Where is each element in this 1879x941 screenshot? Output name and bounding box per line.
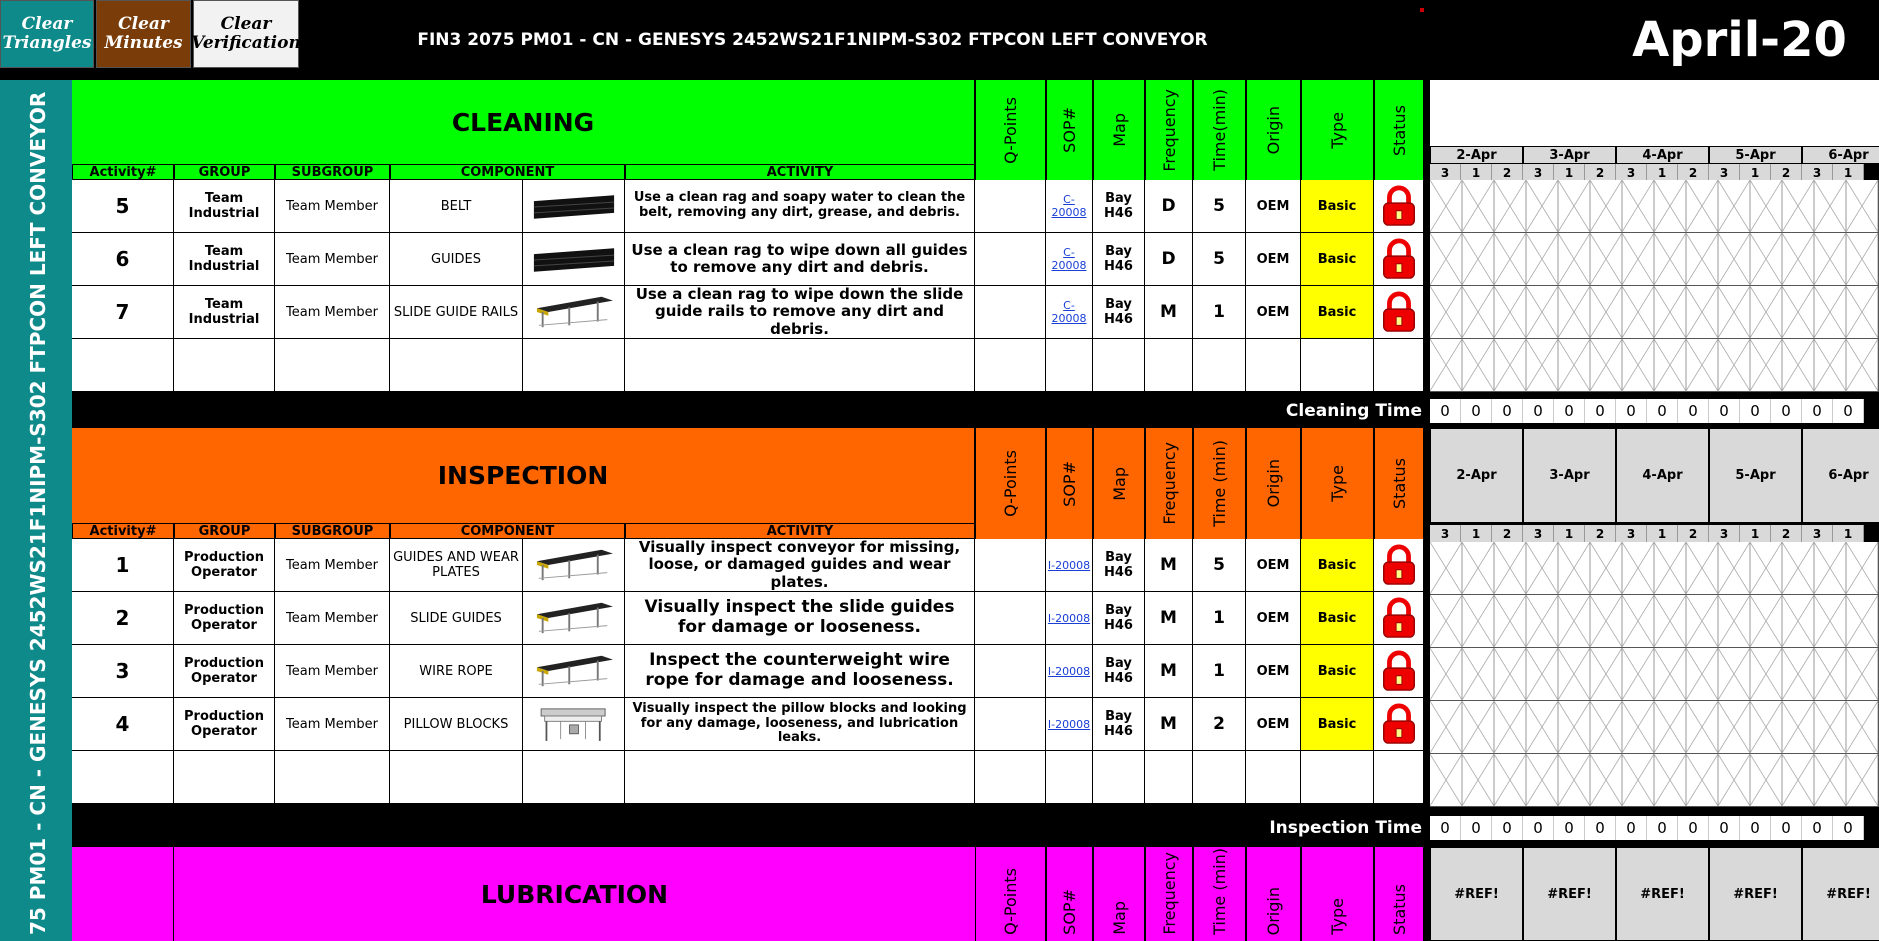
lubrication-title: LUBRICATION xyxy=(174,847,975,941)
shift-header: 3 xyxy=(1523,525,1554,542)
subgroup-cell xyxy=(275,751,390,804)
activity-number xyxy=(72,751,174,804)
type-cell: Basic xyxy=(1301,645,1374,698)
inspection-time-header-label: Time (min) xyxy=(1210,440,1229,527)
component-image xyxy=(530,546,618,584)
status-cell[interactable] xyxy=(1374,592,1424,645)
qpoints-cell xyxy=(975,286,1046,339)
activity-text: Visually inspect the slide guides for damage or looseness. xyxy=(625,592,975,645)
cleaning-total-cell: 0 xyxy=(1802,399,1833,423)
inspection-origin-header xyxy=(1246,428,1301,539)
lubrication-status-header xyxy=(1374,847,1424,941)
sop-cell xyxy=(1046,645,1093,698)
qpoints-cell xyxy=(975,698,1046,751)
sop-cell xyxy=(1046,180,1093,233)
sop-cell xyxy=(1046,539,1093,592)
cleaning-total-cell: 0 xyxy=(1678,399,1709,423)
inspection-origin-header-label: Origin xyxy=(1264,459,1283,508)
status-cell[interactable] xyxy=(1374,698,1424,751)
type-cell: Basic xyxy=(1301,286,1374,339)
shift-header: 2 xyxy=(1492,525,1523,542)
frequency-cell: M xyxy=(1145,539,1193,592)
map-cell: Bay H46 xyxy=(1093,180,1145,233)
shift-header: 3 xyxy=(1430,164,1461,182)
day-header: 5-Apr xyxy=(1709,146,1802,164)
cleaning-total-cell: 0 xyxy=(1771,399,1802,423)
verification-grid-row[interactable] xyxy=(1430,542,1879,595)
inspection-total-cell: 0 xyxy=(1740,816,1771,840)
component-image xyxy=(523,539,625,592)
subgroup-cell: Team Member xyxy=(275,645,390,698)
shift-header: 3 xyxy=(1709,164,1740,182)
component-image xyxy=(523,180,625,233)
origin-cell: OEM xyxy=(1246,233,1301,286)
frequency-cell: D xyxy=(1145,233,1193,286)
qpoints-cell xyxy=(975,180,1046,233)
lubrication-type-header xyxy=(1301,847,1374,941)
type-cell: Basic xyxy=(1301,233,1374,286)
inspection-type-header-label: Type xyxy=(1328,465,1347,502)
subgroup-cell: Team Member xyxy=(275,698,390,751)
group-cell: Production Operator xyxy=(174,592,275,645)
time-cell: 2 xyxy=(1193,698,1246,751)
component-image xyxy=(530,191,618,221)
shift-header: 3 xyxy=(1802,164,1833,182)
inspection-qpoints-header xyxy=(975,428,1046,539)
status-cell xyxy=(1374,751,1424,804)
cleaning-total-cell: 0 xyxy=(1647,399,1678,423)
verification-grid-row[interactable] xyxy=(1430,754,1879,807)
type-cell: Basic xyxy=(1301,698,1374,751)
qpoints-cell xyxy=(975,592,1046,645)
component-image xyxy=(530,293,618,331)
clear-verification-button[interactable]: Clear Verification xyxy=(193,0,299,68)
sop-link[interactable]: I-20008 xyxy=(1047,611,1091,625)
time-cell: 1 xyxy=(1193,592,1246,645)
ref-error-cell: #REF! xyxy=(1430,847,1523,941)
cleaning-frequency-header xyxy=(1145,80,1193,180)
cleaning-status-header xyxy=(1374,80,1424,180)
sop-link[interactable]: I-20008 xyxy=(1047,558,1091,572)
day-header: 3-Apr xyxy=(1523,146,1616,164)
status-cell[interactable] xyxy=(1374,180,1424,233)
verification-grid-row[interactable] xyxy=(1430,701,1879,754)
time-cell: 5 xyxy=(1193,180,1246,233)
time-cell: 1 xyxy=(1193,645,1246,698)
component-cell: WIRE ROPE xyxy=(390,645,523,698)
day-header: 5-Apr xyxy=(1709,428,1802,523)
cleaning-component-header: COMPONENT xyxy=(390,164,625,180)
cleaning-total-cell: 0 xyxy=(1709,399,1740,423)
inspection-qpoints-header-label: Q-Points xyxy=(1001,450,1020,517)
component-cell: BELT xyxy=(390,180,523,233)
inspection-map-header-label: Map xyxy=(1109,466,1129,501)
verification-grid-row[interactable] xyxy=(1430,339,1879,392)
sop-cell xyxy=(1046,339,1093,392)
inspection-group-header: GROUP xyxy=(174,523,275,539)
activity-text: Visually inspect the pillow blocks and looking for any damage, looseness, and lubrication leaks. xyxy=(625,698,975,751)
frequency-cell xyxy=(1145,339,1193,392)
inspection-total-cell: 0 xyxy=(1647,816,1678,840)
lock-icon xyxy=(1379,703,1419,745)
cleaning-group-header: GROUP xyxy=(174,164,275,180)
group-cell: Production Operator xyxy=(174,539,275,592)
shift-header: 2 xyxy=(1585,164,1616,182)
activity-text xyxy=(625,339,975,392)
origin-cell: OEM xyxy=(1246,539,1301,592)
time-cell: 5 xyxy=(1193,233,1246,286)
activity-number: 2 xyxy=(72,592,174,645)
group-cell xyxy=(174,339,275,392)
day-header: 2-Apr xyxy=(1430,146,1523,164)
lubrication-origin-header xyxy=(1246,847,1301,941)
status-cell[interactable] xyxy=(1374,645,1424,698)
cleaning-map-header-label: Map xyxy=(1109,113,1129,147)
ref-error-cell: #REF! xyxy=(1709,847,1802,941)
inspection-activity-num-header: Activity# xyxy=(72,523,174,539)
inspection-total-cell: 0 xyxy=(1616,816,1647,840)
cleaning-activity-header: ACTIVITY xyxy=(625,164,975,180)
component-image xyxy=(530,599,618,637)
inspection-total-cell: 0 xyxy=(1554,816,1585,840)
map-cell xyxy=(1093,339,1145,392)
cleaning-map-header xyxy=(1093,80,1145,180)
component-image xyxy=(530,652,618,690)
inspection-activity-header: ACTIVITY xyxy=(625,523,975,539)
cleaning-title: CLEANING xyxy=(72,80,975,164)
frequency-cell: D xyxy=(1145,180,1193,233)
component-image xyxy=(523,339,625,392)
shift-header: 3 xyxy=(1616,525,1647,542)
frequency-cell: M xyxy=(1145,698,1193,751)
map-cell: Bay H46 xyxy=(1093,698,1145,751)
activity-number: 5 xyxy=(72,180,174,233)
cleaning-total-cell: 0 xyxy=(1523,399,1554,423)
subgroup-cell xyxy=(275,339,390,392)
shift-header: 2 xyxy=(1771,164,1802,182)
day-header: 4-Apr xyxy=(1616,146,1709,164)
cleaning-qpoints-header xyxy=(975,80,1046,180)
cleaning-sop-header-label: SOP# xyxy=(1060,107,1079,153)
grid-top-blank xyxy=(1430,80,1879,146)
time-cell: 5 xyxy=(1193,539,1246,592)
cleaning-origin-header-label: Origin xyxy=(1264,105,1283,155)
day-header: 6-Apr xyxy=(1802,146,1879,164)
inspection-total-cell: 0 xyxy=(1771,816,1802,840)
group-cell xyxy=(174,751,275,804)
time-cell xyxy=(1193,751,1246,804)
inspection-status-header xyxy=(1374,428,1424,539)
map-cell: Bay H46 xyxy=(1093,539,1145,592)
inspection-total-cell: 0 xyxy=(1461,816,1492,840)
lubrication-origin-label: Origin xyxy=(1264,886,1283,935)
cleaning-total-cell: 0 xyxy=(1585,399,1616,423)
qpoints-cell xyxy=(975,751,1046,804)
lock-icon xyxy=(1379,544,1419,586)
cleaning-total-cell: 0 xyxy=(1430,399,1461,423)
day-header: 4-Apr xyxy=(1616,428,1709,523)
origin-cell: OEM xyxy=(1246,592,1301,645)
group-cell: Team Industrial xyxy=(174,233,275,286)
shift-header: 3 xyxy=(1802,525,1833,542)
cleaning-total-cell: 0 xyxy=(1554,399,1585,423)
component-image xyxy=(530,244,618,274)
sop-cell xyxy=(1046,751,1093,804)
sop-link[interactable]: C-20008 xyxy=(1051,246,1087,272)
lock-icon xyxy=(1379,238,1419,280)
lubrication-frequency-label: Frequency xyxy=(1159,852,1179,935)
shift-header: 2 xyxy=(1585,525,1616,542)
inspection-total-cell: 0 xyxy=(1585,816,1616,840)
origin-cell xyxy=(1246,751,1301,804)
shift-header: 3 xyxy=(1709,525,1740,542)
shift-header: 2 xyxy=(1492,164,1523,182)
activity-number: 7 xyxy=(72,286,174,339)
qpoints-cell xyxy=(975,233,1046,286)
sop-cell xyxy=(1046,698,1093,751)
ref-error-cell: #REF! xyxy=(1616,847,1709,941)
sop-cell xyxy=(1046,592,1093,645)
shift-header: 2 xyxy=(1678,164,1709,182)
inspection-title: INSPECTION xyxy=(72,428,975,523)
shift-header: 3 xyxy=(1430,525,1461,542)
cleaning-activity-num-header: Activity# xyxy=(72,164,174,180)
lock-icon xyxy=(1379,597,1419,639)
lubrication-map-label: Map xyxy=(1109,901,1129,935)
sop-cell xyxy=(1046,286,1093,339)
shift-header: 2 xyxy=(1678,525,1709,542)
shift-header: 1 xyxy=(1647,164,1678,182)
cleaning-time-header-label: Time(min) xyxy=(1210,89,1229,171)
component-image xyxy=(523,645,625,698)
group-cell: Team Industrial xyxy=(174,180,275,233)
cleaning-sop-header xyxy=(1046,80,1093,180)
activity-number xyxy=(72,339,174,392)
inspection-map-header xyxy=(1093,428,1145,539)
lubrication-num-band xyxy=(72,847,174,941)
lock-icon xyxy=(1379,291,1419,333)
origin-cell: OEM xyxy=(1246,645,1301,698)
cleaning-time-header xyxy=(1193,80,1246,180)
group-cell: Production Operator xyxy=(174,698,275,751)
origin-cell xyxy=(1246,339,1301,392)
component-image xyxy=(523,751,625,804)
clear-minutes-button[interactable]: Clear Minutes xyxy=(96,0,191,68)
type-cell xyxy=(1301,751,1374,804)
shift-header: 1 xyxy=(1461,525,1492,542)
cleaning-qpoints-header-label: Q-Points xyxy=(1001,96,1020,164)
lubrication-qpoints-header xyxy=(975,847,1046,941)
activity-text xyxy=(625,751,975,804)
lubrication-sop-label: SOP# xyxy=(1060,889,1079,935)
origin-cell: OEM xyxy=(1246,180,1301,233)
component-image xyxy=(523,698,625,751)
lock-icon xyxy=(1379,185,1419,227)
shift-header: 2 xyxy=(1771,525,1802,542)
activity-text: Inspect the counterweight wire rope for damage and looseness. xyxy=(625,645,975,698)
map-cell: Bay H46 xyxy=(1093,645,1145,698)
type-cell: Basic xyxy=(1301,180,1374,233)
type-cell xyxy=(1301,339,1374,392)
cleaning-status-header-label: Status xyxy=(1389,104,1409,156)
inspection-total-cell: 0 xyxy=(1802,816,1833,840)
component-cell: SLIDE GUIDE RAILS xyxy=(390,286,523,339)
activity-text: Visually inspect conveyor for missing, loose, or damaged guides and wear plates. xyxy=(625,539,975,592)
inspection-total-cell: 0 xyxy=(1430,816,1461,840)
qpoints-cell xyxy=(975,339,1046,392)
ref-error-cell: #REF! xyxy=(1523,847,1616,941)
inspection-frequency-header-label: Frequency xyxy=(1159,442,1179,525)
component-cell: GUIDES xyxy=(390,233,523,286)
verification-grid-row[interactable] xyxy=(1430,180,1879,233)
component-cell: PILLOW BLOCKS xyxy=(390,698,523,751)
subgroup-cell: Team Member xyxy=(275,180,390,233)
status-cell[interactable] xyxy=(1374,286,1424,339)
frequency-cell: M xyxy=(1145,286,1193,339)
shift-header: 1 xyxy=(1740,525,1771,542)
map-cell: Bay H46 xyxy=(1093,233,1145,286)
day-header: 6-Apr xyxy=(1802,428,1879,523)
activity-number: 1 xyxy=(72,539,174,592)
group-cell: Production Operator xyxy=(174,645,275,698)
lubrication-status-label: Status xyxy=(1389,884,1409,935)
sheet-title: FIN3 2075 PM01 - CN - GENESYS 2452WS21F1NIPM-S302 FTPCON LEFT CONVEYOR xyxy=(417,30,1208,50)
activity-text: Use a clean rag to wipe down the slide guide rails to remove any dirt and debris. xyxy=(625,286,975,339)
sop-link[interactable]: I-20008 xyxy=(1047,664,1091,678)
inspection-component-header: COMPONENT xyxy=(390,523,625,539)
qpoints-cell xyxy=(975,539,1046,592)
subgroup-cell: Team Member xyxy=(275,233,390,286)
inspection-status-header-label: Status xyxy=(1389,458,1409,509)
lubrication-time-label: Time (min) xyxy=(1210,848,1229,935)
cleaning-total-cell: 0 xyxy=(1740,399,1771,423)
origin-cell: OEM xyxy=(1246,698,1301,751)
clear-triangles-button[interactable]: Clear Triangles xyxy=(0,0,94,68)
verification-grid-row[interactable] xyxy=(1430,648,1879,701)
component-image xyxy=(523,233,625,286)
lubrication-type-label: Type xyxy=(1328,898,1347,935)
cleaning-frequency-header-label: Frequency xyxy=(1159,88,1179,172)
frequency-cell xyxy=(1145,751,1193,804)
activity-text: Use a clean rag to wipe down all guides to remove any dirt and debris. xyxy=(625,233,975,286)
sop-link[interactable]: C-20008 xyxy=(1051,193,1087,219)
component-image xyxy=(534,702,614,746)
inspection-time-label: Inspection Time xyxy=(1269,818,1422,838)
sop-cell xyxy=(1046,233,1093,286)
shift-header: 1 xyxy=(1833,525,1864,542)
inspection-sop-header-label: SOP# xyxy=(1060,460,1079,507)
verification-grid-row[interactable] xyxy=(1430,595,1879,648)
activity-number: 6 xyxy=(72,233,174,286)
sop-link[interactable]: I-20008 xyxy=(1047,717,1091,731)
status-cell[interactable] xyxy=(1374,233,1424,286)
day-header: 2-Apr xyxy=(1430,428,1523,523)
component-cell xyxy=(390,751,523,804)
lubrication-frequency-header xyxy=(1145,847,1193,941)
frequency-cell: M xyxy=(1145,592,1193,645)
verification-grid-row[interactable] xyxy=(1430,233,1879,286)
lubrication-time-header xyxy=(1193,847,1246,941)
subgroup-cell: Team Member xyxy=(275,539,390,592)
component-cell xyxy=(390,339,523,392)
subgroup-cell: Team Member xyxy=(275,592,390,645)
ref-error-cell: #REF! xyxy=(1802,847,1879,941)
shift-header: 3 xyxy=(1523,164,1554,182)
map-cell: Bay H46 xyxy=(1093,592,1145,645)
inspection-total-cell: 0 xyxy=(1678,816,1709,840)
cleaning-subgroup-header: SUBGROUP xyxy=(275,164,390,180)
time-cell xyxy=(1193,339,1246,392)
side-title: 75 PM01 - CN - GENESYS 2452WS21F1NIPM-S302 FTPCON LEFT CONVEYOR xyxy=(26,92,50,936)
origin-cell: OEM xyxy=(1246,286,1301,339)
activity-text: Use a clean rag and soapy water to clean the belt, removing any dirt, grease, and debris. xyxy=(625,180,975,233)
lubrication-qpoints-label: Q-Points xyxy=(1001,868,1020,935)
shift-header: 1 xyxy=(1554,164,1585,182)
cleaning-origin-header xyxy=(1246,80,1301,180)
qpoints-cell xyxy=(975,645,1046,698)
component-cell: GUIDES AND WEAR PLATES xyxy=(390,539,523,592)
group-cell: Team Industrial xyxy=(174,286,275,339)
type-cell: Basic xyxy=(1301,592,1374,645)
lubrication-map-header xyxy=(1093,847,1145,941)
shift-header: 1 xyxy=(1554,525,1585,542)
cleaning-total-cell: 0 xyxy=(1461,399,1492,423)
month-title: April-20 xyxy=(1632,12,1847,68)
cleaning-type-header xyxy=(1301,80,1374,180)
activity-number: 4 xyxy=(72,698,174,751)
inspection-total-cell: 0 xyxy=(1492,816,1523,840)
lubrication-sop-header xyxy=(1046,847,1093,941)
inspection-total-cell: 0 xyxy=(1523,816,1554,840)
component-cell: SLIDE GUIDES xyxy=(390,592,523,645)
inspection-subgroup-header: SUBGROUP xyxy=(275,523,390,539)
inspection-sop-header xyxy=(1046,428,1093,539)
cleaning-total-cell: 0 xyxy=(1492,399,1523,423)
shift-header: 1 xyxy=(1647,525,1678,542)
activity-number: 3 xyxy=(72,645,174,698)
component-image xyxy=(523,286,625,339)
day-header: 3-Apr xyxy=(1523,428,1616,523)
shift-header: 1 xyxy=(1461,164,1492,182)
status-cell[interactable] xyxy=(1374,539,1424,592)
cleaning-type-header-label: Type xyxy=(1328,111,1347,149)
map-cell xyxy=(1093,751,1145,804)
sop-link[interactable]: C-20008 xyxy=(1051,299,1087,325)
inspection-time-header xyxy=(1193,428,1246,539)
cleaning-total-cell: 0 xyxy=(1833,399,1864,423)
cleaning-time-label: Cleaning Time xyxy=(1285,401,1422,421)
shift-header: 1 xyxy=(1740,164,1771,182)
type-cell: Basic xyxy=(1301,539,1374,592)
verification-grid-row[interactable] xyxy=(1430,286,1879,339)
lock-icon xyxy=(1379,650,1419,692)
subgroup-cell: Team Member xyxy=(275,286,390,339)
cleaning-total-cell: 0 xyxy=(1616,399,1647,423)
time-cell: 1 xyxy=(1193,286,1246,339)
inspection-total-cell: 0 xyxy=(1833,816,1864,840)
shift-header: 3 xyxy=(1616,164,1647,182)
frequency-cell: M xyxy=(1145,645,1193,698)
component-image xyxy=(523,592,625,645)
inspection-type-header xyxy=(1301,428,1374,539)
status-cell xyxy=(1374,339,1424,392)
inspection-total-cell: 0 xyxy=(1709,816,1740,840)
inspection-frequency-header xyxy=(1145,428,1193,539)
shift-header: 1 xyxy=(1833,164,1864,182)
map-cell: Bay H46 xyxy=(1093,286,1145,339)
red-dot-icon xyxy=(1420,8,1424,12)
